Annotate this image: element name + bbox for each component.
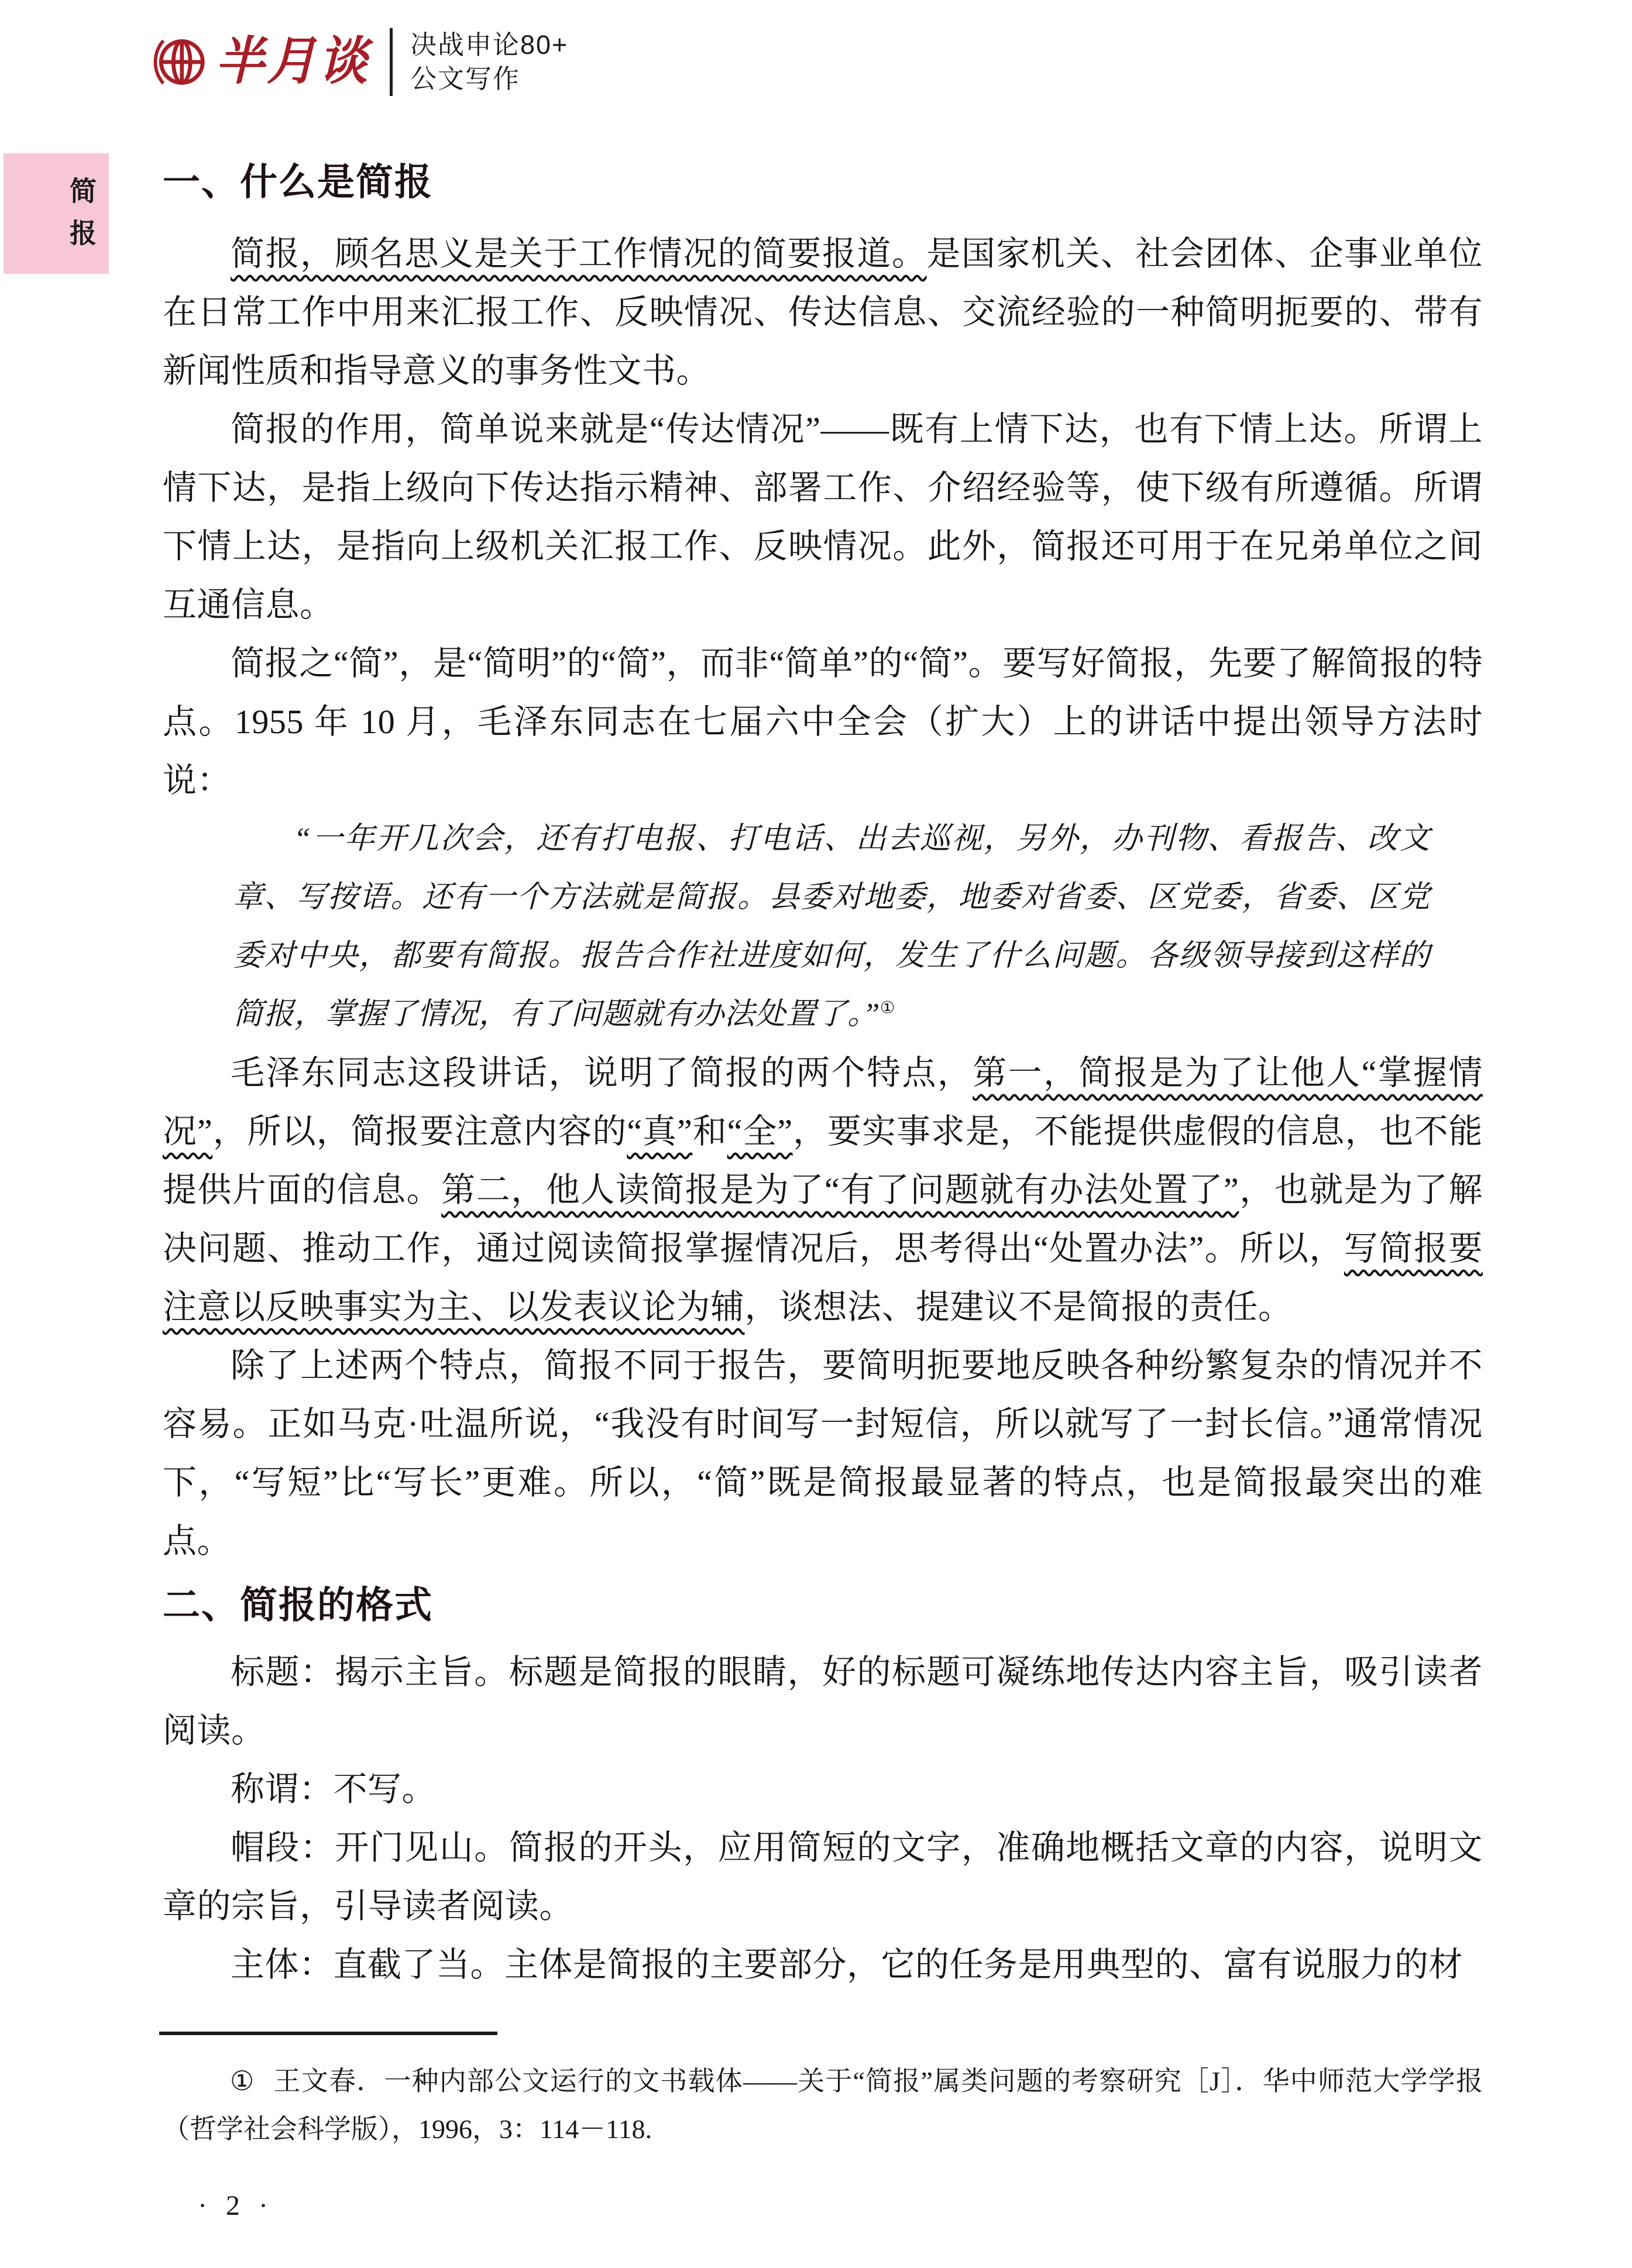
- footnote-text: 王文春．一种内部公文运行的文书载体——关于“简报”属类问题的考察研究［J］．华中师范大学学报（哲学社会科学版），1996，3：114－118.: [163, 2066, 1483, 2144]
- wavy-emphasis: 第二，他人读简报是为了“有了问题就有办法处置了”: [441, 1171, 1239, 1209]
- paragraph-briefing-function: 简报的作用，简单说来就是“传达情况”——既有上情下达，也有下情上达。所谓上情下达，是指上级向下传达指示精神、部署工作、介绍经验等，使下级有所遵循。所谓下情上达，是指向上级机关汇报工作、反映情况。此外，简报还可用于在兄弟单位之间互通信息。: [163, 410, 1483, 624]
- logo-text: 半月谈: [215, 33, 370, 91]
- side-tab-jianbao: [4, 153, 109, 274]
- paragraph-body-section: 主体：直截了当。主体是简报的主要部分，它的任务是用典型的、富有说服力的材: [231, 1946, 1463, 1984]
- text-segment: ，所以，简报要注意内容的: [212, 1112, 627, 1150]
- footnote-ref: ①: [230, 2066, 255, 2096]
- text-segment: ，谈想法、提建议不是简报的责任。: [744, 1288, 1293, 1326]
- series-title-line2: 公文写作: [410, 64, 521, 94]
- paragraph-what-is-briefing: [163, 225, 1483, 400]
- paragraph-title-format: 标题：揭示主旨。标题是简报的眼睛，好的标题可凝练地传达内容主旨，吸引读者阅读。: [163, 1653, 1483, 1750]
- text-segment: 和: [692, 1112, 727, 1150]
- quote-block: [233, 810, 1430, 1044]
- wavy-emphasis: 第一，简报是为了让他人“掌握情况”: [163, 1054, 1483, 1150]
- paragraph-lead-section: 帽段：开门见山。简报的开头，应用简短的文字，准确地概括文章的内容，说明文章的宗旨，引导读者阅读。: [163, 1829, 1483, 1925]
- page-header: [151, 28, 568, 96]
- series-title-line1: 决战申论80+: [410, 30, 569, 60]
- series-title: [410, 28, 568, 96]
- footnote-separator: [159, 2032, 497, 2035]
- text-segment: 毛泽东同志这段讲话，说明了简报的两个特点，: [231, 1054, 973, 1092]
- header-divider: [390, 28, 393, 96]
- paragraph-writing-short: 除了上述两个特点，简报不同于报告，要简明扼要地反映各种纷繁复杂的情况并不容易。正如马克·吐温所说，“我没有时间写一封短信，所以就写了一封长信。”通常情况下，“写短”比“写长”更难。所以，“简”既是简报最显著的特点，也是简报最突出的难点。: [163, 1346, 1483, 1560]
- section-1-heading: 一、什么是简报: [163, 161, 433, 203]
- paragraph-salutation: 称谓：不写。: [231, 1770, 437, 1808]
- main-content: [163, 156, 1483, 1994]
- wavy-emphasis: 简报，顾名思义是关于工作情况的简要报道。: [231, 235, 927, 273]
- side-tab-label: 简报: [66, 177, 97, 261]
- section-2-heading: 二、简报的格式: [163, 1585, 433, 1626]
- page-number: · 2 ·: [198, 2190, 274, 2221]
- globe-icon: [151, 34, 207, 90]
- wavy-emphasis: “真”: [627, 1112, 693, 1150]
- wavy-emphasis: “全”: [727, 1112, 793, 1150]
- text-segment: 是国家机关、社会团体、企事业单位在日常工作中用来汇报工作、反映情况、传达信息、交流经验的一种简明扼要的、带有新闻性质和指导意义的事务性文书。: [163, 235, 1483, 390]
- text-segment: ，也就是为了解决问题、推动工作，通过阅读简报掌握情况后，思考得出“处置办法”。所以，: [163, 1171, 1483, 1267]
- paragraph-two-features: [163, 1044, 1483, 1336]
- quote-text: “一年开几次会，还有打电报、打电话、出去巡视，另外，办刊物、看报告、改文章、写按语。还有一个方法就是简报。县委对地委，地委对省委、区党委，省委、区党委对中央，都要有简报。报告合作社进度如何，发生了什么问题。各级领导接到这样的简报，掌握了情况，有了问题就有办法处置了。”: [233, 822, 1430, 1031]
- wavy-emphasis: 写简报要注意以反映事实为主、以发表议论为辅: [163, 1229, 1483, 1326]
- footnote: [163, 2057, 1483, 2153]
- paragraph-jian-meaning: 简报之“简”，是“简明”的“简”，而非“简单”的“简”。要写好简报，先要了解简报的特点。1955 年 10 月，毛泽东同志在七届六中全会（扩大）上的讲话中提出领导方法时说：: [163, 644, 1483, 799]
- text-segment: ，要实事求是，不能提供虚假的信息，也不能提供片面的信息。: [163, 1112, 1483, 1209]
- footnote-ref-marker: ①: [879, 999, 896, 1018]
